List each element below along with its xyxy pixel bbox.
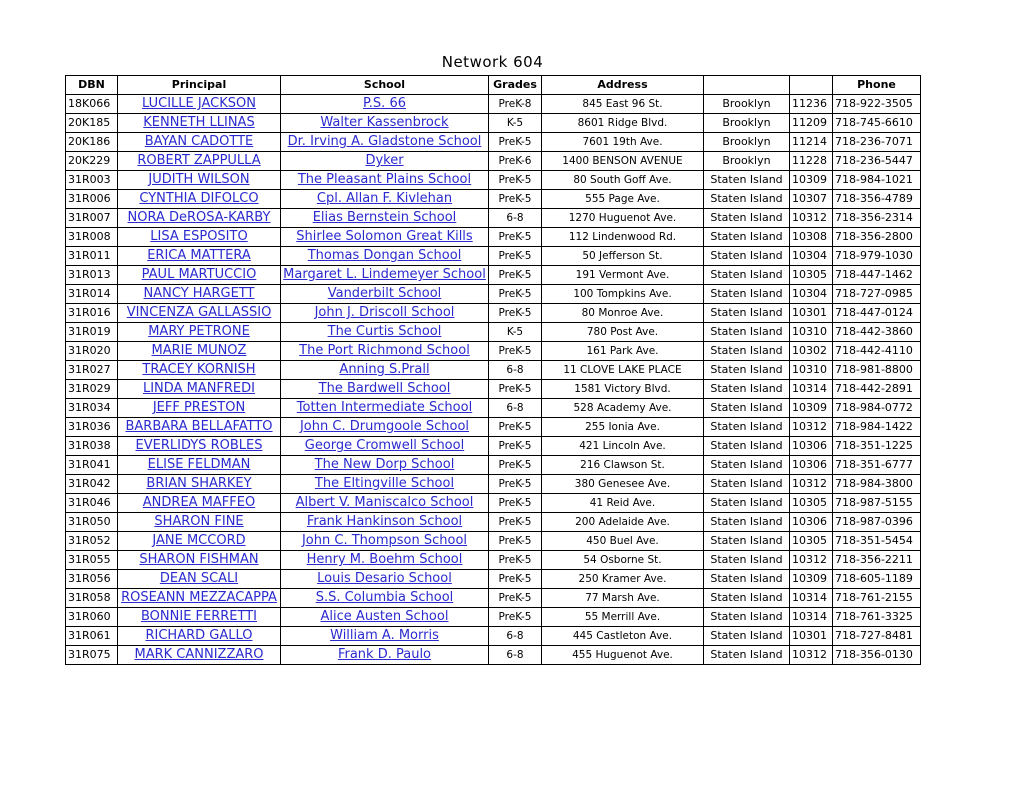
table-row xyxy=(66,627,921,646)
dbn-cell: 31R027 xyxy=(66,361,118,380)
dbn-cell: 18K066 xyxy=(66,95,118,114)
city-cell: Staten Island xyxy=(704,171,790,190)
grades-cell: PreK-5 xyxy=(489,228,542,247)
phone-cell: 718-984-3800 xyxy=(833,475,921,494)
dbn-cell: 31R060 xyxy=(66,608,118,627)
address-cell: 191 Vermont Ave. xyxy=(542,266,704,285)
column-header-zip xyxy=(790,76,833,95)
grades-cell: PreK-5 xyxy=(489,532,542,551)
phone-cell: 718-761-3325 xyxy=(833,608,921,627)
principal-link[interactable]: BAYAN CADOTTE xyxy=(118,133,281,152)
table-row xyxy=(66,437,921,456)
principal-link[interactable]: KENNETH LLINAS xyxy=(118,114,281,133)
address-cell: 216 Clawson St. xyxy=(542,456,704,475)
address-cell: 11 CLOVE LAKE PLACE xyxy=(542,361,704,380)
table-body xyxy=(66,95,921,665)
dbn-cell: 31R042 xyxy=(66,475,118,494)
column-header-school: School xyxy=(281,76,489,95)
phone-cell: 718-727-0985 xyxy=(833,285,921,304)
dbn-cell: 31R055 xyxy=(66,551,118,570)
table-row xyxy=(66,133,921,152)
zip-cell: 10310 xyxy=(790,361,833,380)
city-cell: Staten Island xyxy=(704,323,790,342)
school-link[interactable]: The Eltingville School xyxy=(281,475,489,494)
zip-cell: 10309 xyxy=(790,399,833,418)
table-row xyxy=(66,532,921,551)
principal-link[interactable]: NORA DeROSA-KARBY xyxy=(118,209,281,228)
dbn-cell: 31R006 xyxy=(66,190,118,209)
phone-cell: 718-356-2800 xyxy=(833,228,921,247)
table-row xyxy=(66,646,921,665)
phone-cell: 718-981-8800 xyxy=(833,361,921,380)
principal-link[interactable]: NANCY HARGETT xyxy=(118,285,281,304)
zip-cell: 10302 xyxy=(790,342,833,361)
school-link[interactable]: Louis Desario School xyxy=(281,570,489,589)
grades-cell: PreK-5 xyxy=(489,570,542,589)
grades-cell: PreK-5 xyxy=(489,285,542,304)
grades-cell: PreK-5 xyxy=(489,133,542,152)
city-cell: Staten Island xyxy=(704,589,790,608)
grades-cell: PreK-5 xyxy=(489,418,542,437)
table-row xyxy=(66,589,921,608)
phone-cell: 718-442-4110 xyxy=(833,342,921,361)
zip-cell: 10312 xyxy=(790,551,833,570)
address-cell: 1270 Huguenot Ave. xyxy=(542,209,704,228)
dbn-cell: 20K229 xyxy=(66,152,118,171)
grades-cell: PreK-5 xyxy=(489,456,542,475)
city-cell: Staten Island xyxy=(704,456,790,475)
table-row xyxy=(66,342,921,361)
principal-link[interactable]: SHARON FISHMAN xyxy=(118,551,281,570)
address-cell: 445 Castleton Ave. xyxy=(542,627,704,646)
grades-cell: 6-8 xyxy=(489,399,542,418)
principal-link[interactable]: ROBERT ZAPPULLA xyxy=(118,152,281,171)
grades-cell: PreK-8 xyxy=(489,95,542,114)
school-link[interactable]: Frank Hankinson School xyxy=(281,513,489,532)
dbn-cell: 31R058 xyxy=(66,589,118,608)
school-link[interactable]: Thomas Dongan School xyxy=(281,247,489,266)
address-cell: 421 Lincoln Ave. xyxy=(542,437,704,456)
grades-cell: PreK-5 xyxy=(489,513,542,532)
phone-cell: 718-351-5454 xyxy=(833,532,921,551)
school-link[interactable]: Totten Intermediate School xyxy=(281,399,489,418)
principal-link[interactable]: MARY PETRONE xyxy=(118,323,281,342)
school-link[interactable]: The Curtis School xyxy=(281,323,489,342)
dbn-cell: 20K186 xyxy=(66,133,118,152)
address-cell: 780 Post Ave. xyxy=(542,323,704,342)
zip-cell: 10304 xyxy=(790,285,833,304)
phone-cell: 718-236-5447 xyxy=(833,152,921,171)
phone-cell: 718-984-0772 xyxy=(833,399,921,418)
table-row xyxy=(66,190,921,209)
zip-cell: 10305 xyxy=(790,266,833,285)
address-cell: 77 Marsh Ave. xyxy=(542,589,704,608)
zip-cell: 10306 xyxy=(790,456,833,475)
address-cell: 50 Jefferson St. xyxy=(542,247,704,266)
principal-link[interactable]: JUDITH WILSON xyxy=(118,171,281,190)
grades-cell: PreK-5 xyxy=(489,551,542,570)
phone-cell: 718-447-0124 xyxy=(833,304,921,323)
dbn-cell: 31R075 xyxy=(66,646,118,665)
dbn-cell: 31R041 xyxy=(66,456,118,475)
table-row xyxy=(66,285,921,304)
city-cell: Staten Island xyxy=(704,494,790,513)
principal-link[interactable]: MARIE MUNOZ xyxy=(118,342,281,361)
principal-link[interactable]: LUCILLE JACKSON xyxy=(118,95,281,114)
dbn-cell: 31R011 xyxy=(66,247,118,266)
address-cell: 80 South Goff Ave. xyxy=(542,171,704,190)
address-cell: 7601 19th Ave. xyxy=(542,133,704,152)
zip-cell: 11214 xyxy=(790,133,833,152)
city-cell: Staten Island xyxy=(704,209,790,228)
zip-cell: 11209 xyxy=(790,114,833,133)
address-cell: 528 Academy Ave. xyxy=(542,399,704,418)
school-link[interactable]: S.S. Columbia School xyxy=(281,589,489,608)
dbn-cell: 31R016 xyxy=(66,304,118,323)
column-header-city xyxy=(704,76,790,95)
table-row xyxy=(66,152,921,171)
city-cell: Brooklyn xyxy=(704,95,790,114)
zip-cell: 10314 xyxy=(790,608,833,627)
address-cell: 1581 Victory Blvd. xyxy=(542,380,704,399)
table-row xyxy=(66,95,921,114)
zip-cell: 10306 xyxy=(790,513,833,532)
grades-cell: PreK-5 xyxy=(489,608,542,627)
address-cell: 100 Tompkins Ave. xyxy=(542,285,704,304)
city-cell: Brooklyn xyxy=(704,133,790,152)
grades-cell: PreK-5 xyxy=(489,190,542,209)
school-link[interactable]: The Bardwell School xyxy=(281,380,489,399)
dbn-cell: 31R008 xyxy=(66,228,118,247)
zip-cell: 11236 xyxy=(790,95,833,114)
phone-cell: 718-984-1422 xyxy=(833,418,921,437)
zip-cell: 10309 xyxy=(790,570,833,589)
column-header-grades: Grades xyxy=(489,76,542,95)
city-cell: Staten Island xyxy=(704,190,790,209)
city-cell: Staten Island xyxy=(704,247,790,266)
address-cell: 1400 BENSON AVENUE xyxy=(542,152,704,171)
school-link[interactable]: John C. Thompson School xyxy=(281,532,489,551)
dbn-cell: 31R013 xyxy=(66,266,118,285)
zip-cell: 10312 xyxy=(790,209,833,228)
dbn-cell: 20K185 xyxy=(66,114,118,133)
address-cell: 380 Genesee Ave. xyxy=(542,475,704,494)
dbn-cell: 31R038 xyxy=(66,437,118,456)
school-link[interactable]: Margaret L. Lindemeyer School xyxy=(281,266,489,285)
dbn-cell: 31R050 xyxy=(66,513,118,532)
zip-cell: 10308 xyxy=(790,228,833,247)
city-cell: Staten Island xyxy=(704,285,790,304)
table-row xyxy=(66,570,921,589)
principal-link[interactable]: BARBARA BELLAFATTO xyxy=(118,418,281,437)
table-row xyxy=(66,456,921,475)
phone-cell: 718-351-1225 xyxy=(833,437,921,456)
table-row xyxy=(66,475,921,494)
principal-link[interactable]: TRACEY KORNISH xyxy=(118,361,281,380)
zip-cell: 10306 xyxy=(790,437,833,456)
school-link[interactable]: Dyker xyxy=(281,152,489,171)
principal-link[interactable]: BONNIE FERRETTI xyxy=(118,608,281,627)
city-cell: Staten Island xyxy=(704,570,790,589)
table-row xyxy=(66,494,921,513)
address-cell: 450 Buel Ave. xyxy=(542,532,704,551)
city-cell: Staten Island xyxy=(704,228,790,247)
principal-link[interactable]: ROSEANN MEZZACAPPA xyxy=(118,589,281,608)
phone-cell: 718-351-6777 xyxy=(833,456,921,475)
table-row xyxy=(66,323,921,342)
phone-cell: 718-605-1189 xyxy=(833,570,921,589)
column-header-address: Address xyxy=(542,76,704,95)
phone-cell: 718-447-1462 xyxy=(833,266,921,285)
principal-link[interactable]: VINCENZA GALLASSIO xyxy=(118,304,281,323)
table-row xyxy=(66,247,921,266)
phone-cell: 718-356-0130 xyxy=(833,646,921,665)
zip-cell: 10312 xyxy=(790,418,833,437)
phone-cell: 718-745-6610 xyxy=(833,114,921,133)
grades-cell: PreK-6 xyxy=(489,152,542,171)
principal-link[interactable]: SHARON FINE xyxy=(118,513,281,532)
address-cell: 8601 Ridge Blvd. xyxy=(542,114,704,133)
phone-cell: 718-984-1021 xyxy=(833,171,921,190)
address-cell: 41 Reid Ave. xyxy=(542,494,704,513)
dbn-cell: 31R061 xyxy=(66,627,118,646)
city-cell: Staten Island xyxy=(704,266,790,285)
dbn-cell: 31R052 xyxy=(66,532,118,551)
zip-cell: 10305 xyxy=(790,532,833,551)
grades-cell: PreK-5 xyxy=(489,380,542,399)
address-cell: 255 Ionia Ave. xyxy=(542,418,704,437)
dbn-cell: 31R007 xyxy=(66,209,118,228)
grades-cell: PreK-5 xyxy=(489,266,542,285)
grades-cell: PreK-5 xyxy=(489,437,542,456)
zip-cell: 11228 xyxy=(790,152,833,171)
table-row xyxy=(66,171,921,190)
city-cell: Staten Island xyxy=(704,608,790,627)
table-row xyxy=(66,551,921,570)
dbn-cell: 31R036 xyxy=(66,418,118,437)
address-cell: 54 Osborne St. xyxy=(542,551,704,570)
grades-cell: PreK-5 xyxy=(489,247,542,266)
school-link[interactable]: Cpl. Allan F. Kivlehan xyxy=(281,190,489,209)
school-link[interactable]: John C. Drumgoole School xyxy=(281,418,489,437)
sheet-title: Network 604 xyxy=(441,53,544,71)
zip-cell: 10314 xyxy=(790,589,833,608)
grades-cell: PreK-5 xyxy=(489,342,542,361)
city-cell: Brooklyn xyxy=(704,114,790,133)
school-link[interactable]: Walter Kassenbrock xyxy=(281,114,489,133)
zip-cell: 10305 xyxy=(790,494,833,513)
school-roster-table xyxy=(65,75,921,665)
dbn-cell: 31R029 xyxy=(66,380,118,399)
school-link[interactable]: William A. Morris xyxy=(281,627,489,646)
dbn-cell: 31R046 xyxy=(66,494,118,513)
city-cell: Staten Island xyxy=(704,551,790,570)
city-cell: Staten Island xyxy=(704,342,790,361)
column-header-dbn: DBN xyxy=(66,76,118,95)
principal-link[interactable]: RICHARD GALLO xyxy=(118,627,281,646)
school-link[interactable]: Elias Bernstein School xyxy=(281,209,489,228)
table-row xyxy=(66,399,921,418)
zip-cell: 10312 xyxy=(790,646,833,665)
grades-cell: PreK-5 xyxy=(489,494,542,513)
grades-cell: PreK-5 xyxy=(489,589,542,608)
phone-cell: 718-987-5155 xyxy=(833,494,921,513)
city-cell: Staten Island xyxy=(704,380,790,399)
zip-cell: 10304 xyxy=(790,247,833,266)
principal-link[interactable]: MARK CANNIZZARO xyxy=(118,646,281,665)
school-link[interactable]: Dr. Irving A. Gladstone School xyxy=(281,133,489,152)
header-row xyxy=(66,76,921,95)
address-cell: 112 Lindenwood Rd. xyxy=(542,228,704,247)
dbn-cell: 31R034 xyxy=(66,399,118,418)
principal-link[interactable]: DEAN SCALI xyxy=(118,570,281,589)
principal-link[interactable]: BRIAN SHARKEY xyxy=(118,475,281,494)
principal-link[interactable]: ANDREA MAFFEO xyxy=(118,494,281,513)
phone-cell: 718-356-2211 xyxy=(833,551,921,570)
school-link[interactable]: The New Dorp School xyxy=(281,456,489,475)
principal-link[interactable]: EVERLIDYS ROBLES xyxy=(118,437,281,456)
zip-cell: 10314 xyxy=(790,380,833,399)
address-cell: 200 Adelaide Ave. xyxy=(542,513,704,532)
address-cell: 80 Monroe Ave. xyxy=(542,304,704,323)
school-link[interactable]: Shirlee Solomon Great Kills xyxy=(281,228,489,247)
zip-cell: 10312 xyxy=(790,475,833,494)
principal-link[interactable]: ERICA MATTERA xyxy=(118,247,281,266)
table-row xyxy=(66,418,921,437)
table-row xyxy=(66,608,921,627)
grades-cell: K-5 xyxy=(489,114,542,133)
principal-link[interactable]: LISA ESPOSITO xyxy=(118,228,281,247)
dbn-cell: 31R003 xyxy=(66,171,118,190)
city-cell: Staten Island xyxy=(704,418,790,437)
school-link[interactable]: The Pleasant Plains School xyxy=(281,171,489,190)
dbn-cell: 31R014 xyxy=(66,285,118,304)
phone-cell: 718-356-2314 xyxy=(833,209,921,228)
table-row xyxy=(66,361,921,380)
grades-cell: K-5 xyxy=(489,323,542,342)
address-cell: 161 Park Ave. xyxy=(542,342,704,361)
grades-cell: PreK-5 xyxy=(489,475,542,494)
phone-cell: 718-761-2155 xyxy=(833,589,921,608)
table-row xyxy=(66,304,921,323)
phone-cell: 718-987-0396 xyxy=(833,513,921,532)
column-header-principal: Principal xyxy=(118,76,281,95)
table-row xyxy=(66,266,921,285)
grades-cell: 6-8 xyxy=(489,361,542,380)
school-link[interactable]: George Cromwell School xyxy=(281,437,489,456)
principal-link[interactable]: ELISE FELDMAN xyxy=(118,456,281,475)
city-cell: Staten Island xyxy=(704,475,790,494)
dbn-cell: 31R056 xyxy=(66,570,118,589)
school-link[interactable]: John J. Driscoll School xyxy=(281,304,489,323)
city-cell: Staten Island xyxy=(704,646,790,665)
phone-cell: 718-442-3860 xyxy=(833,323,921,342)
phone-cell: 718-922-3505 xyxy=(833,95,921,114)
phone-cell: 718-979-1030 xyxy=(833,247,921,266)
principal-link[interactable]: CYNTHIA DIFOLCO xyxy=(118,190,281,209)
zip-cell: 10301 xyxy=(790,627,833,646)
principal-link[interactable]: JANE MCCORD xyxy=(118,532,281,551)
table-row xyxy=(66,228,921,247)
address-cell: 845 East 96 St. xyxy=(542,95,704,114)
city-cell: Brooklyn xyxy=(704,152,790,171)
city-cell: Staten Island xyxy=(704,532,790,551)
school-link[interactable]: Alice Austen School xyxy=(281,608,489,627)
school-link[interactable]: Albert V. Maniscalco School xyxy=(281,494,489,513)
table-header xyxy=(66,76,921,95)
city-cell: Staten Island xyxy=(704,304,790,323)
principal-link[interactable]: LINDA MANFREDI xyxy=(118,380,281,399)
city-cell: Staten Island xyxy=(704,361,790,380)
table-row xyxy=(66,380,921,399)
grades-cell: 6-8 xyxy=(489,627,542,646)
address-cell: 555 Page Ave. xyxy=(542,190,704,209)
school-link[interactable]: Vanderbilt School xyxy=(281,285,489,304)
phone-cell: 718-442-2891 xyxy=(833,380,921,399)
column-header-phone: Phone xyxy=(833,76,921,95)
city-cell: Staten Island xyxy=(704,513,790,532)
zip-cell: 10310 xyxy=(790,323,833,342)
grades-cell: 6-8 xyxy=(489,209,542,228)
grades-cell: 6-8 xyxy=(489,646,542,665)
zip-cell: 10307 xyxy=(790,190,833,209)
dbn-cell: 31R019 xyxy=(66,323,118,342)
school-link[interactable]: Anning S.Prall xyxy=(281,361,489,380)
table-row xyxy=(66,114,921,133)
phone-cell: 718-356-4789 xyxy=(833,190,921,209)
table-row xyxy=(66,513,921,532)
city-cell: Staten Island xyxy=(704,437,790,456)
grades-cell: PreK-5 xyxy=(489,171,542,190)
school-link[interactable]: Frank D. Paulo xyxy=(281,646,489,665)
zip-cell: 10301 xyxy=(790,304,833,323)
city-cell: Staten Island xyxy=(704,399,790,418)
address-cell: 250 Kramer Ave. xyxy=(542,570,704,589)
principal-link[interactable]: JEFF PRESTON xyxy=(118,399,281,418)
school-link[interactable]: Henry M. Boehm School xyxy=(281,551,489,570)
principal-link[interactable]: PAUL MARTUCCIO xyxy=(118,266,281,285)
city-cell: Staten Island xyxy=(704,627,790,646)
table-row xyxy=(66,209,921,228)
grades-cell: PreK-5 xyxy=(489,304,542,323)
school-link[interactable]: The Port Richmond School xyxy=(281,342,489,361)
address-cell: 55 Merrill Ave. xyxy=(542,608,704,627)
phone-cell: 718-727-8481 xyxy=(833,627,921,646)
zip-cell: 10309 xyxy=(790,171,833,190)
address-cell: 455 Huguenot Ave. xyxy=(542,646,704,665)
phone-cell: 718-236-7071 xyxy=(833,133,921,152)
school-link[interactable]: P.S. 66 xyxy=(281,95,489,114)
dbn-cell: 31R020 xyxy=(66,342,118,361)
